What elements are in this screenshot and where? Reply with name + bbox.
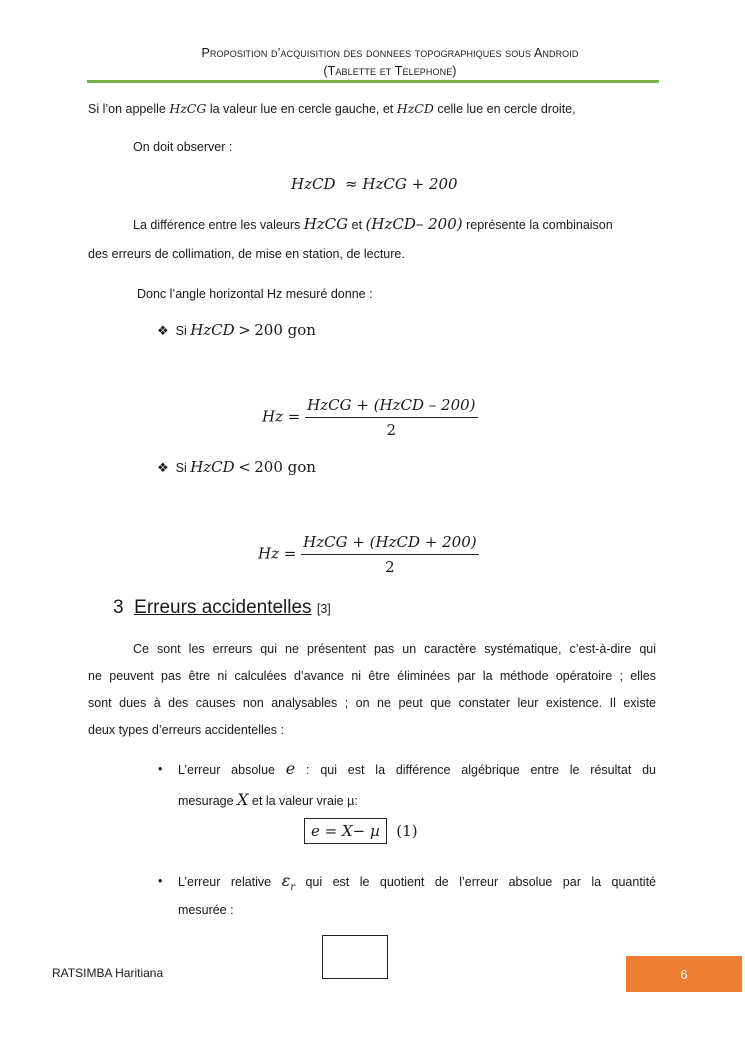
page-number-badge xyxy=(626,956,742,992)
bullet-1-l2-text-b: et la valeur vraie µ: xyxy=(248,794,358,808)
equation-number: (1) xyxy=(396,822,418,840)
section-para-line2: ne peuvent pas être ni calculées d’avance ni être éliminées par la méthode opératoire ; elles xyxy=(88,669,656,683)
section-para-line1: Ce sont les erreurs qui ne présentent pas un caractère systématique, c’est-à-dire qui xyxy=(133,642,656,656)
page-number: 6 xyxy=(680,966,688,982)
header-title-line1: Proposition d’acquisition des donnees topographiques sous Android xyxy=(201,46,579,60)
bullet-1-line1 xyxy=(178,760,656,779)
observe-text: On doit observer : xyxy=(133,140,233,154)
bullet-2-var: $\varepsilon_r$ xyxy=(281,871,295,894)
header-title-line2: (Tablette et Telephone) xyxy=(323,64,457,78)
difference-line2: des erreurs de collimation, de mise en station, de lecture. xyxy=(88,247,405,261)
bullet-1-text-2: : qui est la différence algébrique entre le résultat du xyxy=(295,763,656,777)
case-1-prefix: Si xyxy=(175,324,191,338)
bullet-2-line2: mesurée : xyxy=(178,903,234,917)
bullet-1-text-1: L’erreur absolue xyxy=(178,763,286,777)
footer-author: RATSIMBA Haritiana xyxy=(52,966,164,980)
section-title: Erreurs accidentelles xyxy=(134,597,312,618)
section-para-line3: sont dues à des causes non analysables ; on ne peut que constater leur existence. Il existe xyxy=(88,696,656,710)
intro-paragraph xyxy=(88,100,576,118)
eq-op: ≈ xyxy=(345,175,358,193)
var-hzcd: HzCD xyxy=(396,101,434,116)
diff-text-3: représente la combinaison xyxy=(462,218,613,232)
diff-text-1: La différence entre les valeurs xyxy=(133,218,304,232)
case-1-var: HzCD xyxy=(190,321,235,339)
intro-text-3: celle lue en cercle droite, xyxy=(433,102,576,116)
section-para-line4: deux types d’erreurs accidentelles : xyxy=(88,723,284,737)
case-1-condition xyxy=(157,321,316,340)
bullet-2-line1 xyxy=(178,872,656,897)
diff-var-1: HzCG xyxy=(303,215,349,233)
section-paragraph xyxy=(88,636,656,744)
bullet-2-text-2: qui est le quotient de l’erreur absolue par la quantité xyxy=(294,875,657,889)
eq-lhs: HzCD xyxy=(291,175,336,193)
case-1-numerator: HzCG + (HzCD – 200) xyxy=(305,396,477,418)
case-2-op: < xyxy=(238,458,251,476)
boxed-equation-expr: e = X− µ xyxy=(304,818,387,844)
case-1-lhs: Hz = xyxy=(262,407,301,426)
boxed-equation xyxy=(304,822,418,840)
diff-var-2: (HzCD– 200) xyxy=(365,215,463,233)
case-2-denominator: 2 xyxy=(385,558,395,576)
case-1-fraction xyxy=(305,396,477,439)
eq-rhs: HzCG + 200 xyxy=(362,175,458,193)
bullet-1-l2-var: X xyxy=(237,790,249,809)
section-heading xyxy=(113,597,331,619)
section-number: 3 xyxy=(113,597,124,618)
section-ref: [3] xyxy=(316,602,331,616)
case-2-fraction xyxy=(301,533,478,576)
case-2-value: 200 gon xyxy=(254,458,316,476)
bullet-2-text-1: L’erreur relative xyxy=(178,875,282,889)
intro-text-2: la valeur lue en cercle gauche, et xyxy=(206,102,397,116)
case-2-numerator: HzCG + (HzCD + 200) xyxy=(301,533,478,555)
bullet-1-line2 xyxy=(178,791,358,810)
running-header xyxy=(120,44,660,80)
empty-formula-box xyxy=(322,935,388,979)
case-1-formula xyxy=(262,396,478,439)
bullet-1-l2-text: mesurage xyxy=(178,794,238,808)
case-2-formula xyxy=(258,533,479,576)
donc-text: Donc l’angle horizontal Hz mesuré donne : xyxy=(137,287,373,301)
case-2-lhs: Hz = xyxy=(258,544,297,563)
diff-text-2: et xyxy=(348,218,366,232)
case-2-var: HzCD xyxy=(190,458,235,476)
diamond-bullet-icon: ❖ xyxy=(157,460,169,475)
bullet-dot-icon: • xyxy=(158,762,163,776)
case-2-prefix: Si xyxy=(175,461,191,475)
case-1-value: 200 gon xyxy=(254,321,316,339)
bullet-dot-icon: • xyxy=(158,874,163,888)
case-2-condition xyxy=(157,458,316,477)
case-1-op: > xyxy=(238,321,251,339)
case-1-denominator: 2 xyxy=(386,421,397,439)
diamond-bullet-icon: ❖ xyxy=(157,323,169,338)
difference-paragraph xyxy=(88,215,656,234)
header-rule xyxy=(87,80,659,83)
equation-approx xyxy=(291,175,458,193)
var-hzcg: HzCG xyxy=(169,101,207,116)
intro-text-1: Si l’on appelle xyxy=(88,102,170,116)
bullet-1-var: e xyxy=(285,759,296,778)
